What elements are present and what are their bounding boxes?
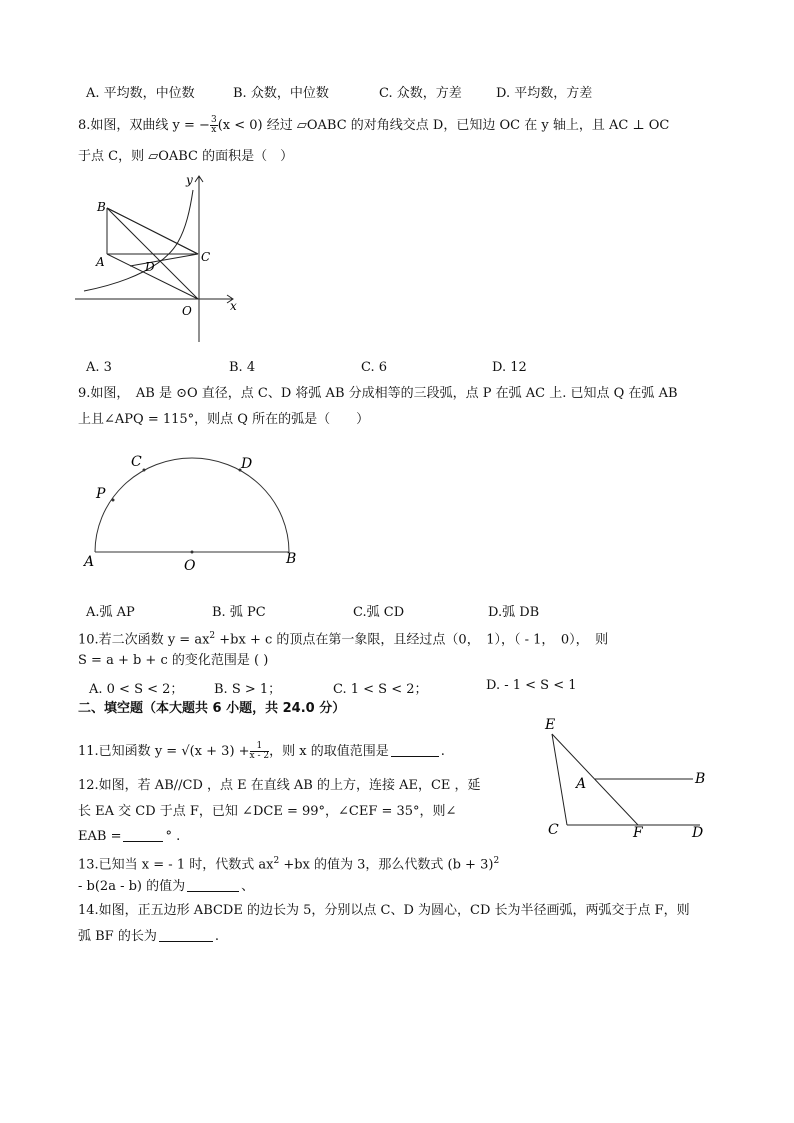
q11-frac-den: x - 2 [249, 751, 270, 761]
q8-label-y: y [186, 173, 193, 187]
q8-frac-den: x [211, 125, 217, 135]
q13-line1-part1: 13.已知当 x = - 1 时，代数式 ax [78, 857, 274, 873]
q8-line1 [78, 116, 669, 135]
q13-line2-suffix: 、 [241, 879, 255, 894]
q11-frac-num: 1 [250, 742, 270, 752]
q7-option-b: B. 众数，中位数 [233, 86, 329, 101]
q9-figure [80, 448, 310, 578]
q9-label-d: D [241, 456, 253, 472]
q13-answer-blank[interactable] [187, 879, 239, 892]
q8-label-c: C [201, 250, 211, 264]
q12-line3-prefix: EAB = [78, 829, 122, 844]
q12-line3-suffix: ° . [165, 829, 181, 844]
q13-line2 [78, 878, 254, 896]
q8-text-part1: 8.如图，双曲线 [78, 118, 169, 133]
q7-option-c: C. 众数，方差 [379, 86, 462, 101]
q13-sup-a: 2 [273, 856, 280, 866]
q10-line1-suffix: 的顶点在第一象限，且经过点（0， 1），（ - 1， 0）， 则 [276, 632, 609, 648]
q9-label-p: P [96, 486, 106, 502]
q8-option-a: A. 3 [86, 360, 112, 375]
q8-option-d: D. 12 [492, 360, 527, 375]
q10-line1-prefix: 10.若二次函数 [78, 632, 164, 648]
q13-sup-b: 2 [493, 856, 500, 866]
q12-label-b: B [695, 771, 706, 787]
q11-prefix: 11.已知函数 [78, 744, 151, 759]
q8-domain: (x < 0) [217, 118, 263, 133]
q8-figure [70, 170, 250, 345]
q12-line1: 12.如图，若 AB//CD ，点 E 在直线 AB 的上方，连接 AE，CE ，延 [78, 778, 481, 793]
q10-s-def: S = a + b + c [78, 653, 168, 668]
q14-line2-prefix: 弧 BF 的长为 [78, 929, 157, 944]
section2-title: 二、填空题（本大题共 6 小题，共 24.0 分） [78, 701, 346, 716]
q13-line1 [78, 852, 499, 874]
q10-line2-suffix: 的变化范围是 ( ) [171, 653, 269, 668]
q11-end: . [440, 744, 445, 759]
q10-option-c: C. 1 < S < 2； [333, 682, 428, 697]
q10-line2 [78, 652, 268, 670]
q8-label-b: B [97, 200, 106, 214]
q10-option-a: A. 0 < S < 2； [89, 682, 184, 697]
q8-label-x: x [230, 299, 237, 313]
q9-semicircle-arc [95, 458, 289, 552]
q11-line [78, 742, 445, 761]
q13-line2-prefix: - b(2a - b) 的值为 [78, 879, 186, 894]
q8-formula: y = − [172, 118, 210, 133]
q7-option-d: D. 平均数，方差 [496, 86, 593, 101]
q11-suffix: ，则 x 的取值范围是 [269, 744, 389, 759]
q9-option-a: A.弧 AP [86, 605, 135, 620]
q11-function: y = √(x + 3) + [154, 744, 250, 759]
q8-line2: 于点 C，则 ▱OABC 的面积是（ ） [78, 149, 294, 164]
q12-line2: 长 EA 交 CD 于点 F，已知 ∠DCE = 99°，∠CEF = 35°，则∠ [78, 804, 457, 819]
q8-fraction [210, 116, 218, 135]
q10-line1 [78, 627, 608, 649]
q14-line2-suffix: . [214, 929, 219, 944]
q8-side-bc2 [107, 208, 198, 254]
q8-frac-num: 3 [210, 115, 217, 125]
q8-option-c: C. 6 [361, 360, 388, 375]
q12-label-f: F [633, 825, 643, 841]
q8-label-o: O [182, 304, 192, 318]
q10-function: y = ax [167, 632, 210, 648]
q7-option-a: A. 平均数，中位数 [86, 86, 195, 101]
q9-label-b: B [286, 551, 297, 567]
q9-label-a: A [84, 554, 95, 570]
q12-label-c: C [548, 822, 559, 838]
q11-fraction [250, 742, 270, 761]
q12-label-d: D [692, 825, 704, 841]
q12-line3 [78, 828, 180, 846]
q8-option-b: B. 4 [229, 360, 256, 375]
q9-option-d: D.弧 DB [488, 605, 540, 620]
q8-diagonal-ac [130, 254, 198, 266]
q9-option-b: B. 弧 PC [212, 605, 266, 620]
q11-answer-blank[interactable] [391, 744, 439, 757]
q14-line1: 14.如图，正五边形 ABCDE 的边长为 5，分别以点 C、D 为圆心，CD 长为半径画弧，两弧交于点 F，则 [78, 903, 690, 918]
q8-text-part2: 经过 ▱OABC 的对角线交点 D，已知边 OC 在 y 轴上，且 AC ⊥ OC [266, 118, 670, 133]
q14-line2 [78, 928, 219, 946]
q12-figure [540, 712, 720, 842]
q10-function-rest: +bx + c [215, 632, 273, 648]
q9-option-c: C.弧 CD [353, 605, 405, 620]
q9-line2: 上且∠APQ = 115°，则点 Q 所在的弧是（ ） [78, 412, 370, 427]
q10-option-b: B. S > 1； [214, 682, 282, 697]
q9-center-point [191, 551, 194, 554]
q9-label-c: C [131, 454, 142, 470]
q13-line1-part2: +bx 的值为 3，那么代数式 (b + 3) [279, 857, 494, 873]
q9-line1: 9.如图， AB 是 ⊙O 直径，点 C、D 将弧 AB 分成相等的三段弧，点 P 在弧 AC 上. 已知点 Q 在弧 AB [78, 386, 678, 401]
q10-option-d: D. - 1 < S < 1 [486, 678, 577, 693]
q14-answer-blank[interactable] [159, 929, 213, 942]
q12-answer-blank[interactable] [123, 829, 163, 842]
q9-point-p [112, 499, 115, 502]
q12-label-e: E [545, 717, 556, 733]
q8-label-d: D [145, 260, 155, 274]
q8-label-a: A [96, 255, 105, 269]
q9-point-c [143, 469, 146, 472]
q9-label-o: O [184, 558, 196, 574]
q12-label-a: A [576, 776, 587, 792]
q10-sup: 2 [209, 631, 216, 641]
